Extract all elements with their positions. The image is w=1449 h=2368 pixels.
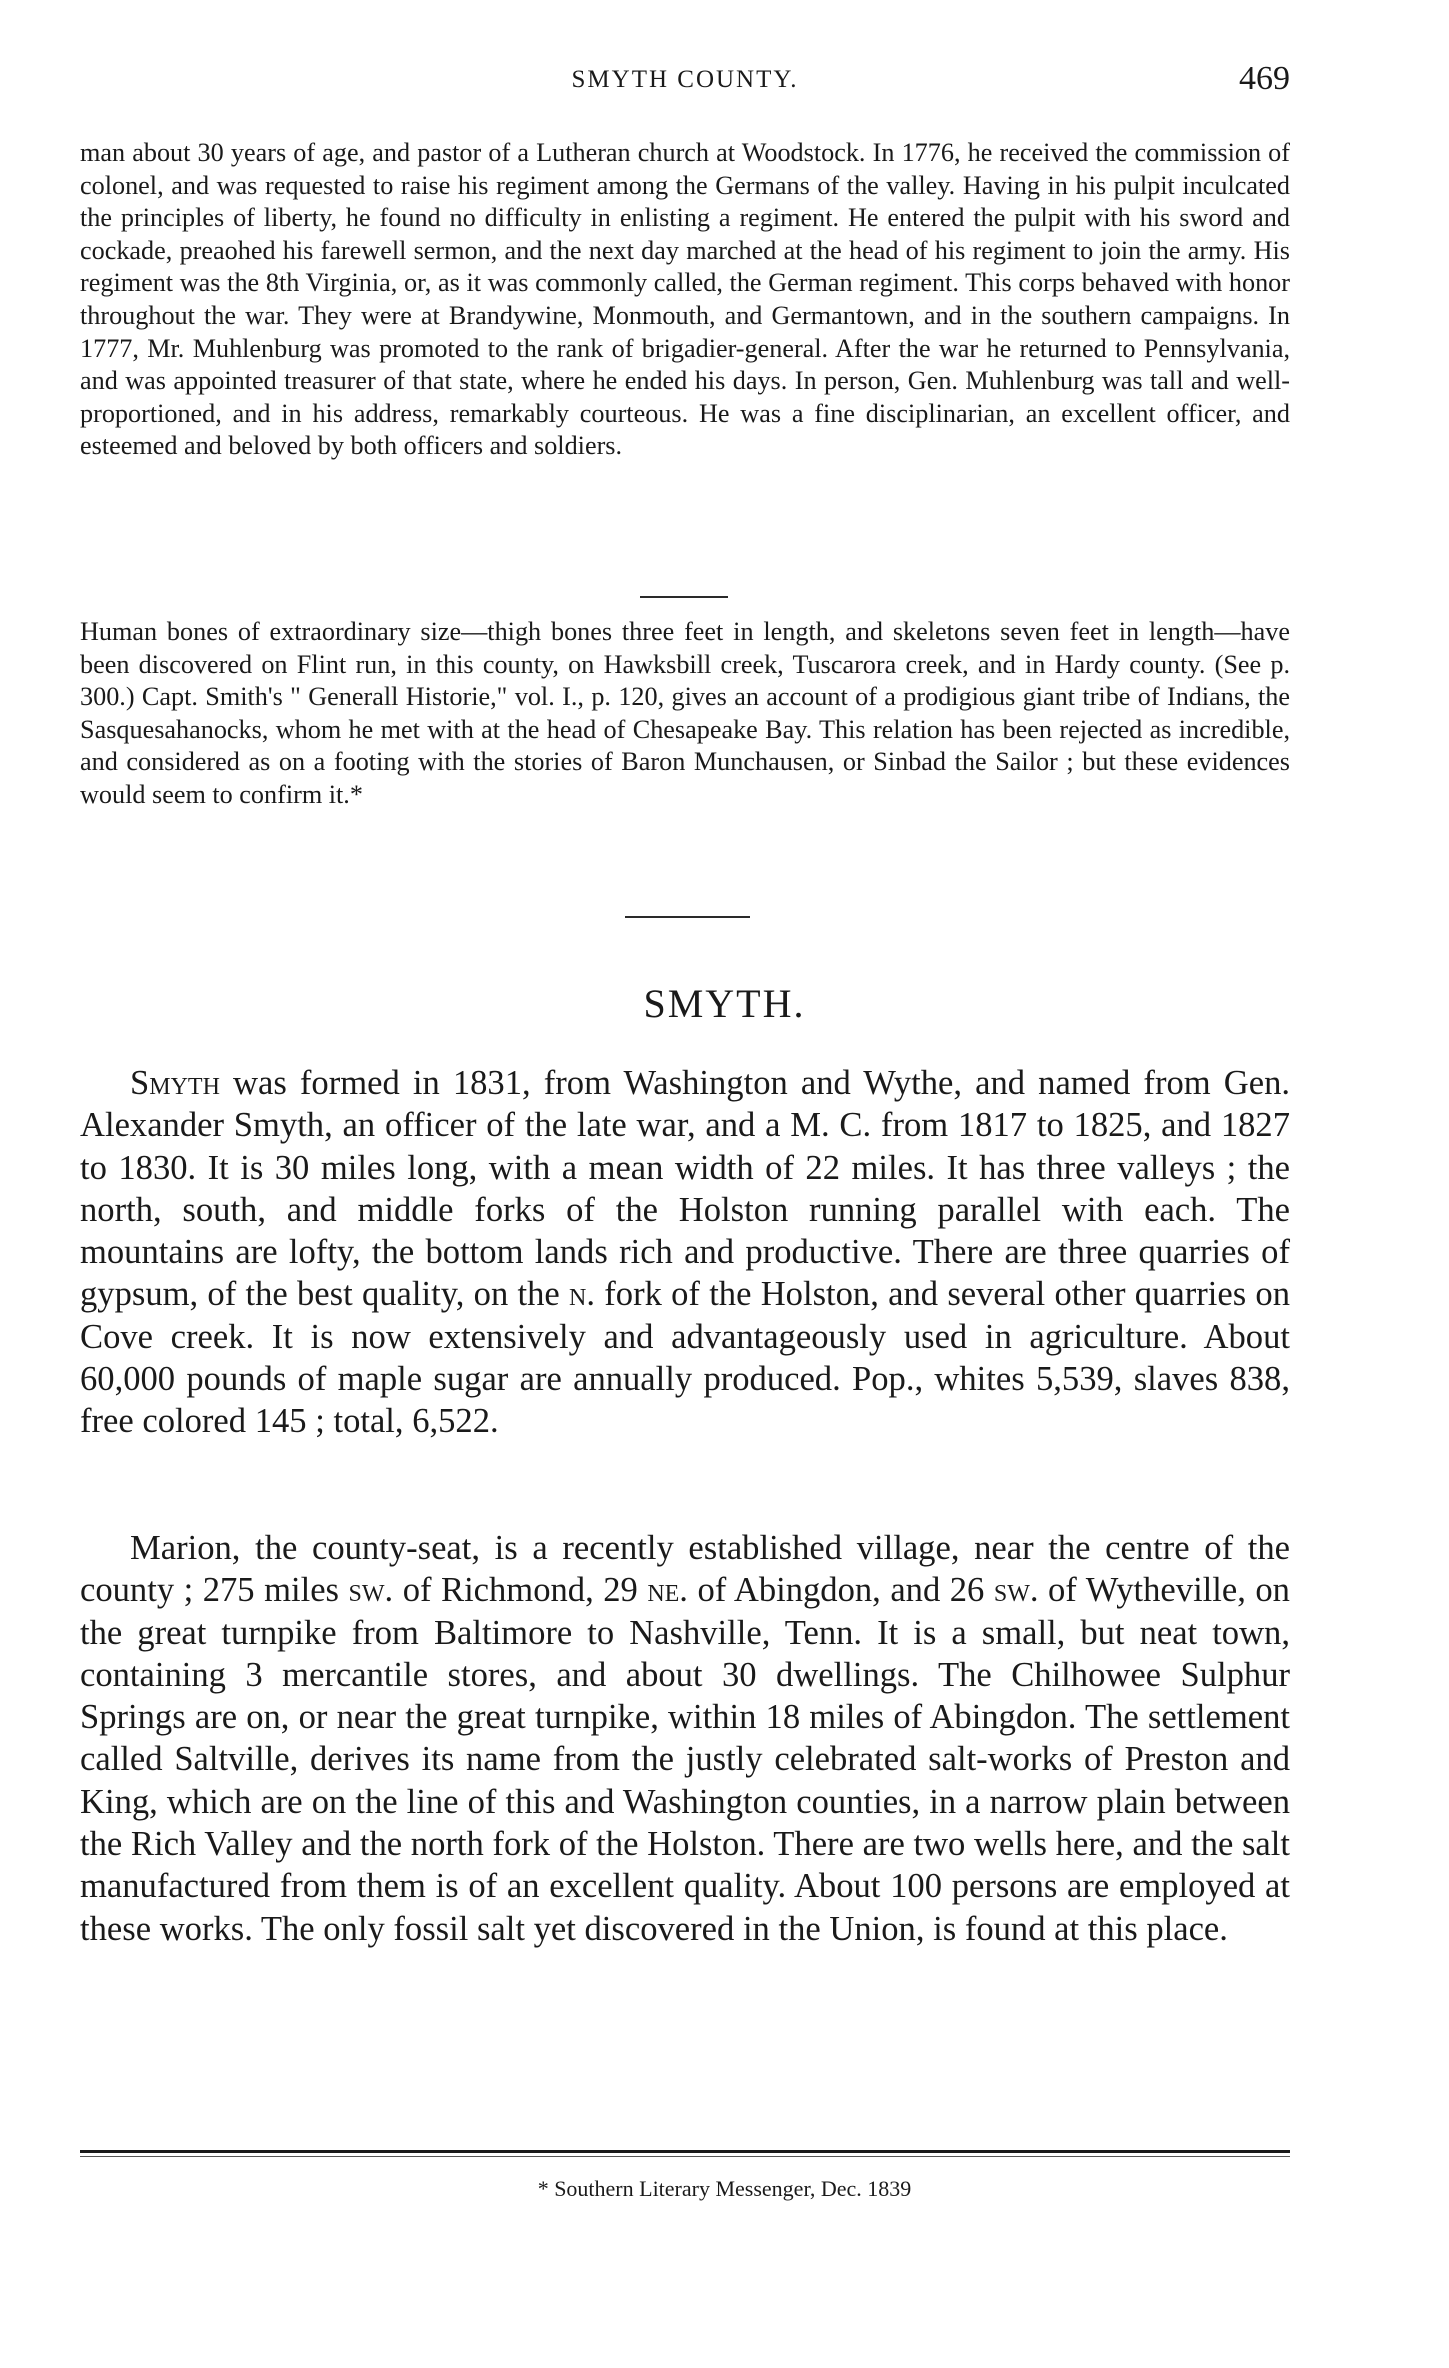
paragraph-text: fork of the Holston, and several other quarries on Cove creek. It is now extensively and advantageously used in agriculture. About 60,000 pounds of maple sugar are annually produced. Pop., whites 5,539, slaves 838, free colored 145 ; total, 6,522. [80,1275,1291,1441]
running-title: SMYTH COUNTY. [571,66,799,93]
marion-paragraph [80,1527,1290,1950]
paragraph-text: of Abingdon, and 26 [687,1571,994,1610]
running-head [80,60,1290,110]
abbreviation: sw. [993,1571,1039,1610]
smyth-county-paragraph [80,1062,1290,1443]
paragraph-text: of Wytheville, on the great turnpike from Baltimore to Nashville, Tenn. It is a small, but neat town, containing 3 mercantile stores, and about 30 dwellings. The Chilhowee Sulphur Springs are on, or near the great turnpike, within 18 miles of Abingdon. The settlement called Saltville, derives its name from the justly celebrated salt-works of Preston and King, which are on the line of this and Washington counties, in a narrow plain between the Rich Valley and the north fork of the Holston. There are two wells here, and the salt manufactured from them is of an excellent quality. About 100 persons are employed at these works. The only fossil salt yet discovered in the Union, is found at this place. [80,1571,1290,1948]
footnote: * Southern Literary Messenger, Dec. 1839 [537,2176,912,2201]
muhlenburg-paragraph: man about 30 years of age, and pastor of a Lutheran church at Woodstock. In 1776, he received the commission of colonel, and was requested to raise his regiment among the Germans of the valley. Having in his pulpit inculcated the principles of liberty, he found no difficulty in enlisting a regiment. He entered the pulpit with his sword and cockade, preaohed his farewell sermon, and the next day marched at the head of his regiment to join the army. His regiment was the 8th Virginia, or, as it was commonly called, the German regiment. This corps behaved with honor throughout the war. They were at Brandywine, Monmouth, and Germantown, and in the southern campaigns. In 1777, Mr. Muhlenburg was promoted to the rank of brigadier-general. After the war he returned to Pennsylvania, and was appointed treasurer of that state, where he ended his days. In person, Gen. Muhlenburg was tall and well-proportioned, and in his address, remarkably courteous. He was a fine disciplinarian, an excellent officer, and esteemed and beloved by both officers and soldiers. [80,138,1290,461]
giant-bones-paragraph: Human bones of extraordinary size—thigh bones three feet in length, and skeletons seven feet in length—have been discovered on Flint run, in this county, on Hawksbill creek, Tuscarora creek, and in Hardy county. (See p. 300.) Capt. Smith's " Generall Historie," vol. I., p. 120, gives an account of a prodigious giant tribe of Indians, the Sasquesahanocks, whom he met with at the head of Chesapeake Bay. This relation has been rejected as incredible, and considered as on a footing with the stories of Baron Munchausen, or Sinbad the Sailor ; but these evidences would seem to confirm it.* [80,617,1290,809]
paragraph-text: of Richmond, 29 [393,1571,648,1610]
paragraph-text: Marion, the county-seat, is a recently established village, near the centre of the county ; 275 miles [80,1529,1290,1610]
footnote-rule [80,2150,1290,2153]
paragraph-text: was formed in 1831, from Washington and Wythe, and named from Gen. Alexander Smyth, an officer of the late war, and a M. C. from 1817 to 1825, and 1827 to 1830. It is 30 miles long, with a mean width of 22 miles. It has three valleys ; the north, south, and middle forks of the Holston running parallel with each. The mountains are lofty, the bottom lands rich and productive. There are three quarries of gypsum, of the best quality, on the [80,1064,1290,1314]
page-number: 469 [1239,60,1290,97]
abbreviation: n. [569,1275,595,1314]
abbreviation: ne. [647,1571,688,1610]
footnote-rule-thin [80,2156,1290,2157]
section-heading: SMYTH. [643,981,806,1026]
section-divider [625,916,750,918]
lead-word: Smyth [130,1064,220,1102]
section-divider-short [640,596,728,598]
abbreviation: sw. [348,1571,394,1610]
